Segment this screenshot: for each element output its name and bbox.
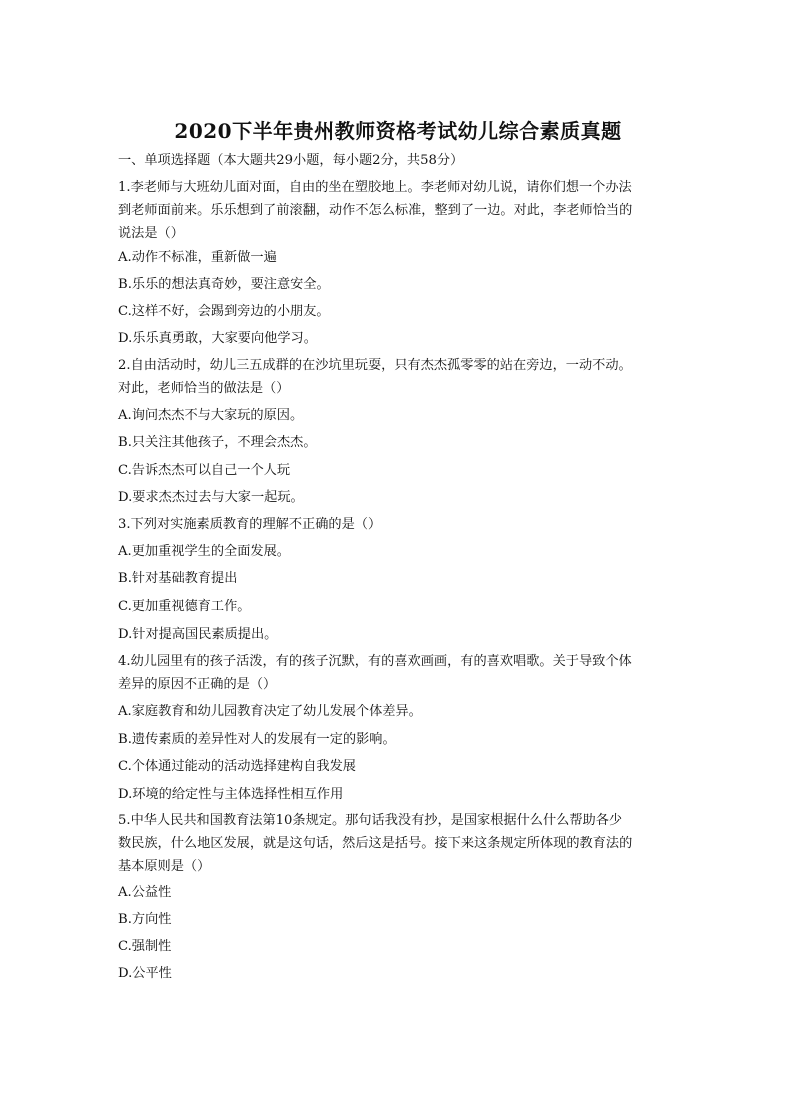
option-c: C.强制性 [118,939,172,954]
option-d: D.要求杰杰过去与大家一起玩。 [118,490,304,505]
option-c: C.个体通过能动的活动选择建构自我发展 [118,759,356,774]
option-b: B.遗传素质的差异性对人的发展有一定的影响。 [118,732,396,747]
option-b: B.方向性 [118,912,172,927]
question-stem-line: 到老师面前来。乐乐想到了前滚翻，动作不怎么标准，整到了一边。对此，李老师恰当的 [118,203,633,218]
question-stem-line: 3.下列对实施素质教育的理解不正确的是（） [118,517,382,532]
question-stem-line: 5.中华人民共和国教育法第10条规定。那句话我没有抄，是国家根据什么什么帮助各少 [118,813,623,828]
option-b: B.针对基础教育提出 [118,571,238,586]
option-a: A.家庭教育和幼儿园教育决定了幼儿发展个体差异。 [118,704,422,719]
option-c: C.更加重视德育工作。 [118,599,251,614]
option-a: A.更加重视学生的全面发展。 [118,544,290,559]
option-b: B.只关注其他孩子，不理会杰杰。 [118,435,317,450]
question-stem-line: 4.幼儿园里有的孩子活泼，有的孩子沉默，有的喜欢画画，有的喜欢唱歌。关于导致个体 [118,654,632,669]
option-d: D.环境的给定性与主体选择性相互作用 [118,787,344,802]
question-stem-line: 2.自由活动时，幼儿三五成群的在沙坑里玩耍，只有杰杰孤零零的站在旁边，一动不动。 [118,358,632,373]
option-a: A.公益性 [118,885,172,900]
question-stem-line: 基本原则是（） [118,859,211,874]
option-b: B.乐乐的想法真奇妙，要注意安全。 [118,277,330,292]
question-stem-line: 数民族，什么地区发展，就是这句话，然后这是括号。接下来这条规定所体现的教育法的 [118,836,633,851]
option-d: D.针对提高国民素质提出。 [118,627,278,642]
question-stem-line: 差异的原因不正确的是（） [118,677,277,692]
option-d: D.公平性 [118,966,172,981]
question-stem-line: 对此，老师恰当的做法是（） [118,381,290,396]
option-a: A.动作不标准，重新做一遍 [118,250,277,265]
option-d: D.乐乐真勇敢，大家要向他学习。 [118,331,317,346]
option-c: C.告诉杰杰可以自己一个人玩 [118,463,291,478]
question-stem-line: 说法是（） [118,226,184,241]
question-stem-line: 1.李老师与大班幼儿面对面，自由的坐在塑胶地上。李老师对幼儿说，请你们想一个办法 [118,180,632,195]
option-c: C.这样不好，会踢到旁边的小朋友。 [118,304,330,319]
option-a: A.询问杰杰不与大家玩的原因。 [118,408,304,423]
document-title: 2020下半年贵州教师资格考试幼儿综合素质真题 [174,119,622,143]
section-heading: 一、单项选择题（本大题共29小题，每小题2分，共58分） [118,153,464,168]
